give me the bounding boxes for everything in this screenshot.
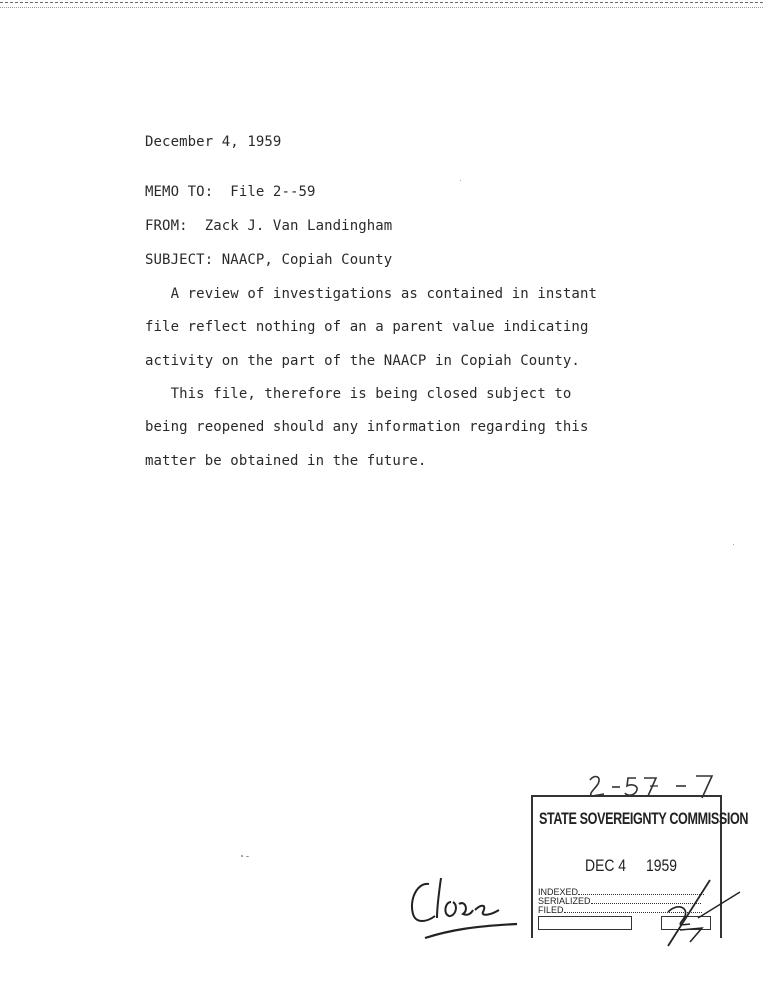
scan-speck [733,544,734,545]
memo-date: December 4, 1959 [145,134,282,150]
stamp-field-label: SERIALIZED [538,896,591,906]
handwritten-initials [650,872,745,950]
stamp-box-left [538,916,632,930]
memo-body-line: activity on the part of the NAACP in Copiah County. [145,353,580,369]
memo-from-line: FROM: Zack J. Van Landingham [145,218,393,234]
stamp-date-day: DEC 4 [585,856,627,875]
stamp-date-year: 1959 [646,856,678,875]
handwritten-close-note [405,870,520,945]
stamp-title: STATE SOVEREIGNTY COMMISSION [539,809,749,828]
memo-body-line: matter be obtained in the future. [145,453,427,469]
memo-body-line: This file, therefore is being closed subject to [145,386,572,402]
page-top-edge [0,2,763,8]
scan-speck [460,180,461,181]
memo-body-line: being reopened should any information regarding this [145,419,589,435]
stamp-field-label: INDEXED [538,887,579,897]
stamp-field-label: FILED [538,905,564,915]
memo-subject-line: SUBJECT: NAACP, Copiah County [145,252,393,268]
scan-speck [241,855,243,857]
scan-speck [246,856,249,857]
memo-body-line: file reflect nothing of an a parent value indicating [145,319,589,335]
memo-body-line: A review of investigations as contained in instant [145,286,598,302]
memo-to-line: MEMO TO: File 2--59 [145,184,316,200]
